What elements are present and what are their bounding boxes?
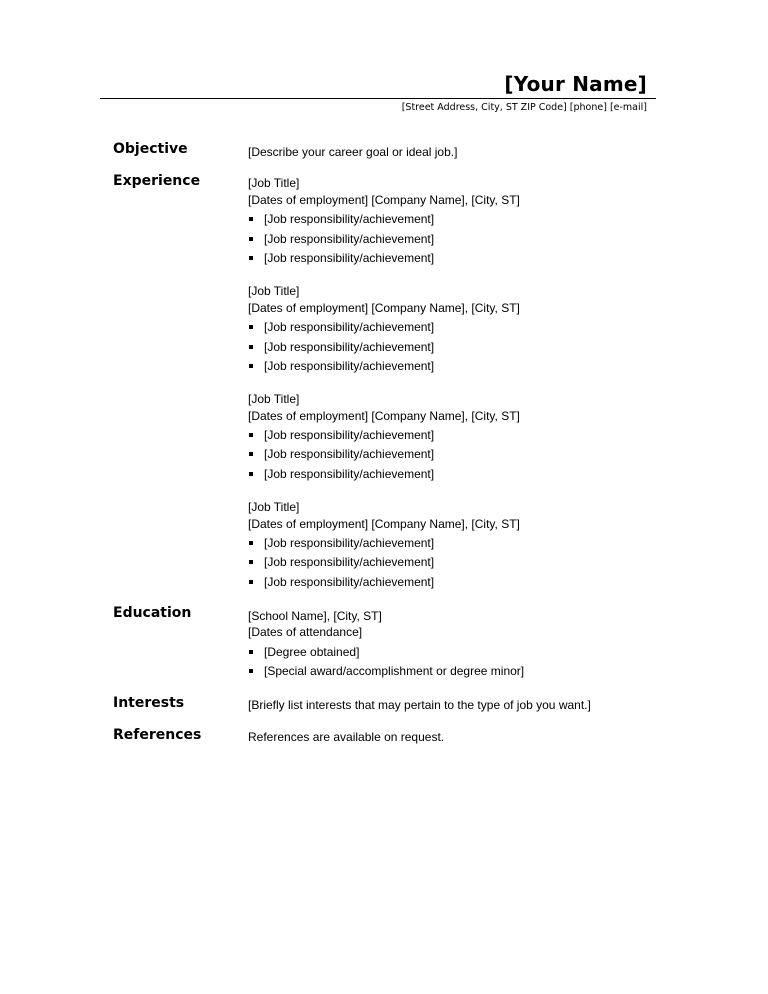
job-dates-company: [Dates of employment] [Company Name], [City, ST] [248, 409, 520, 423]
job-bullet-text: [Job responsibility/achievement] [264, 232, 435, 246]
job-title: [Job Title] [248, 176, 300, 190]
job-title: [Job Title] [248, 284, 300, 298]
bullet-icon [249, 256, 253, 260]
bullet-icon [249, 650, 253, 654]
job-bullet-text: [Job responsibility/achievement] [264, 428, 435, 442]
bullet-icon [249, 325, 253, 329]
bullet-icon [249, 580, 253, 584]
job-title: [Job Title] [248, 392, 300, 406]
experience-heading: Experience [113, 173, 201, 189]
education-bullet-text: [Degree obtained] [264, 645, 360, 659]
bullet-icon [249, 452, 253, 456]
bullet-icon [249, 472, 253, 476]
header-divider [100, 98, 656, 99]
interests-heading: Interests [113, 695, 185, 711]
education-bullet-text: [Special award/accomplishment or degree minor] [264, 664, 525, 678]
job-dates-company: [Dates of employment] [Company Name], [City, ST] [248, 301, 520, 315]
references-text: References are available on request. [248, 730, 445, 744]
attendance-dates: [Dates of attendance] [248, 625, 363, 639]
job-bullet-text: [Job responsibility/achievement] [264, 467, 435, 481]
job-bullet-text: [Job responsibility/achievement] [264, 320, 435, 334]
job-bullet-text: [Job responsibility/achievement] [264, 536, 435, 550]
job-bullet-text: [Job responsibility/achievement] [264, 555, 435, 569]
interests-text: [Briefly list interests that may pertain to the type of job you want.] [248, 698, 591, 712]
bullet-icon [249, 433, 253, 437]
references-heading: References [113, 727, 202, 743]
resume-name: [Your Name] [504, 72, 647, 96]
bullet-icon [249, 669, 253, 673]
job-dates-company: [Dates of employment] [Company Name], [City, ST] [248, 517, 520, 531]
bullet-icon [249, 364, 253, 368]
job-bullet-text: [Job responsibility/achievement] [264, 575, 435, 589]
job-bullet-text: [Job responsibility/achievement] [264, 359, 435, 373]
bullet-icon [249, 345, 253, 349]
job-dates-company: [Dates of employment] [Company Name], [City, ST] [248, 193, 520, 207]
job-bullet-text: [Job responsibility/achievement] [264, 447, 435, 461]
contact-line: [Street Address, City, ST ZIP Code] [phone] [e-mail] [401, 102, 647, 113]
school-line: [School Name], [City, ST] [248, 609, 382, 623]
bullet-icon [249, 237, 253, 241]
education-heading: Education [113, 605, 192, 621]
objective-text: [Describe your career goal or ideal job.] [248, 145, 458, 159]
bullet-icon [249, 560, 253, 564]
job-title: [Job Title] [248, 500, 300, 514]
bullet-icon [249, 541, 253, 545]
bullet-icon [249, 217, 253, 221]
job-bullet-text: [Job responsibility/achievement] [264, 212, 435, 226]
job-bullet-text: [Job responsibility/achievement] [264, 340, 435, 354]
job-bullet-text: [Job responsibility/achievement] [264, 251, 435, 265]
objective-heading: Objective [113, 141, 188, 157]
